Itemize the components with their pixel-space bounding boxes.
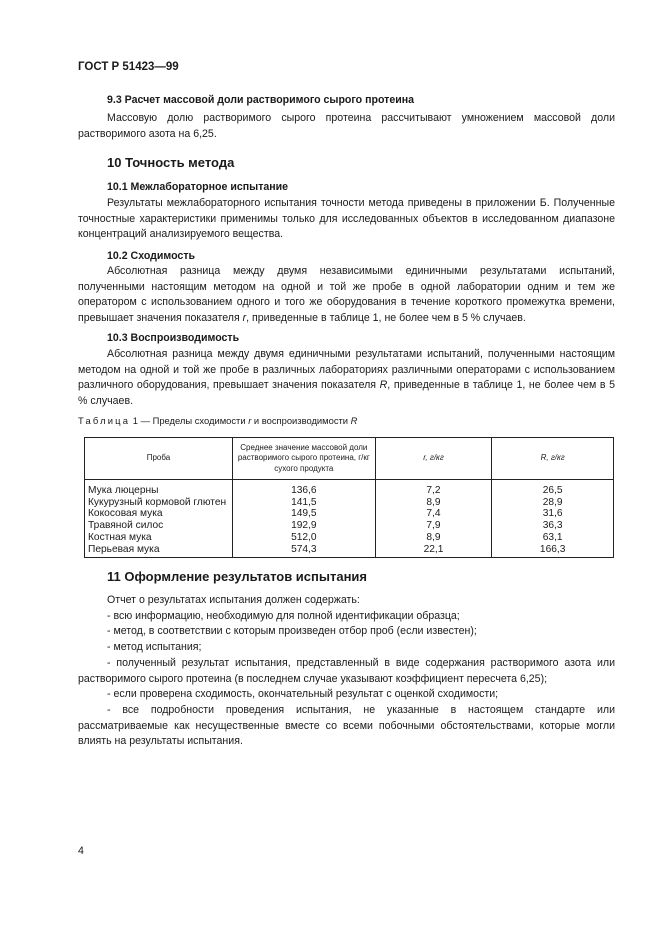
cell-R: 26,5 [492,480,614,497]
table-caption [78,415,357,426]
section-9-3-title: 9.3 Расчет массовой доли растворимого сырого протеина [107,94,415,106]
section-11-title: 11 Оформление результатов испытания [107,569,368,584]
cell-r: 22,1 [375,544,492,558]
standard-code: ГОСТ Р 51423—99 [78,61,179,73]
table-row [85,544,614,558]
section-10-1-title: 10.1 Межлабораторное испытание [107,181,289,193]
header-sample: Проба [85,438,233,480]
cell-sample: Травяной силос [85,520,233,532]
cell-mean: 512,0 [232,532,375,544]
header-mean: Среднее значение массовой доли растворимого сырого протеина, г/кг сухого продукта [232,438,375,480]
list-item: - метод, в соответствии с которым произведен отбор проб (если известен); [107,625,477,638]
cell-mean: 574,3 [232,544,375,558]
s103-text-b: , приведенные в таблице 1, не более чем в 5 % случаев. [78,379,615,407]
s103-text-a: Абсолютная разница между двумя единичными результатами испытаний, полученными настоящим методом на одной и той же пробе в различных лабораториях различными операторами с использованием различного оборудования, превышает значения показателя [78,348,615,392]
precision-table [84,437,614,558]
s102-text-a: Абсолютная разница между двумя независимыми единичными результатами испытаний, полученными настоящим методом на одной и той же пробе в одной лаборатории одним и тем же оператором с использованием одного и того же оборудования в течение короткого промежутка времени, превышает значения показателя [78,265,615,324]
table-row [85,520,614,532]
table-header-row [85,438,614,480]
page-number: 4 [78,845,84,857]
list-item: - все подробности проведения испытания, не указанные в настоящем стандарте или рассматриваемые как несущественные вместе со всеми побочными обстоятельствами, которые могли влиять на результаты испытания. [78,703,615,748]
section-10-3-title: 10.3 Воспроизводимость [107,332,240,344]
list-item: - если проверена сходимость, окончательный результат с оценкой сходимости; [107,688,499,701]
cell-mean: 192,9 [232,520,375,532]
cell-R: 63,1 [492,532,614,544]
table-row [85,532,614,544]
cell-R: 166,3 [492,544,614,558]
cell-R: 28,9 [492,497,614,509]
cell-r: 8,9 [375,532,492,544]
cell-mean: 136,6 [232,480,375,497]
list-item: - всю информацию, необходимую для полной идентификации образца; [107,609,460,622]
cell-mean: 141,5 [232,497,375,509]
caption-R: R [350,415,358,426]
caption-mid: и воспроизводимости [251,415,351,426]
cell-r: 7,2 [375,480,492,497]
header-R: R, г/кг [492,438,614,480]
cell-r: 7,4 [375,508,492,520]
table-row [85,508,614,520]
caption-word: Таблица [78,415,131,426]
caption-r: r [248,415,252,426]
table-row [85,480,614,497]
report-content-list [78,593,615,750]
caption-rest: 1 — Пределы сходимости [130,415,249,426]
list-item: - полученный результат испытания, представленный в виде содержания растворимого азота или растворимого сырого протеина (в последнем случае указывают коэффициент пересчета 6,25); [78,656,615,685]
cell-sample: Кокосовая мука [85,508,233,520]
cell-sample: Мука люцерны [85,480,233,497]
table-row [85,497,614,509]
section-10-title: 10 Точность метода [107,155,235,170]
cell-sample: Кукурузный кормовой глютен [85,497,233,509]
section-10-2-text [78,264,615,326]
s103-symbol: R [379,379,388,392]
header-r: r, г/кг [375,438,492,480]
section-10-2-title: 10.2 Сходимость [107,250,196,262]
cell-sample: Костная мука [85,532,233,544]
cell-sample: Перьевая мука [85,544,233,558]
list-item: Отчет о результатах испытания должен содержать: [107,594,360,606]
list-item: - метод испытания; [107,641,202,654]
section-10-1-text: Результаты межлабораторного испытания точности метода приведены в приложении Б. Полученные точностные характеристики применимы только для исследованных объектов в исследованном диапазоне концентраций анализируемого вещества. [78,197,615,241]
section-9-3-text: Массовую долю растворимого сырого протеина рассчитывают умножением массовой доли растворимого азота на 6,25. [78,112,615,140]
s102-symbol: r [242,311,247,324]
s102-text-b: , приведенные в таблице 1, не более чем в 5 % случаев. [246,311,526,324]
cell-mean: 149,5 [232,508,375,520]
cell-r: 8,9 [375,497,492,509]
cell-R: 31,6 [492,508,614,520]
cell-r: 7,9 [375,520,492,532]
section-10-3-text [78,347,615,409]
cell-R: 36,3 [492,520,614,532]
